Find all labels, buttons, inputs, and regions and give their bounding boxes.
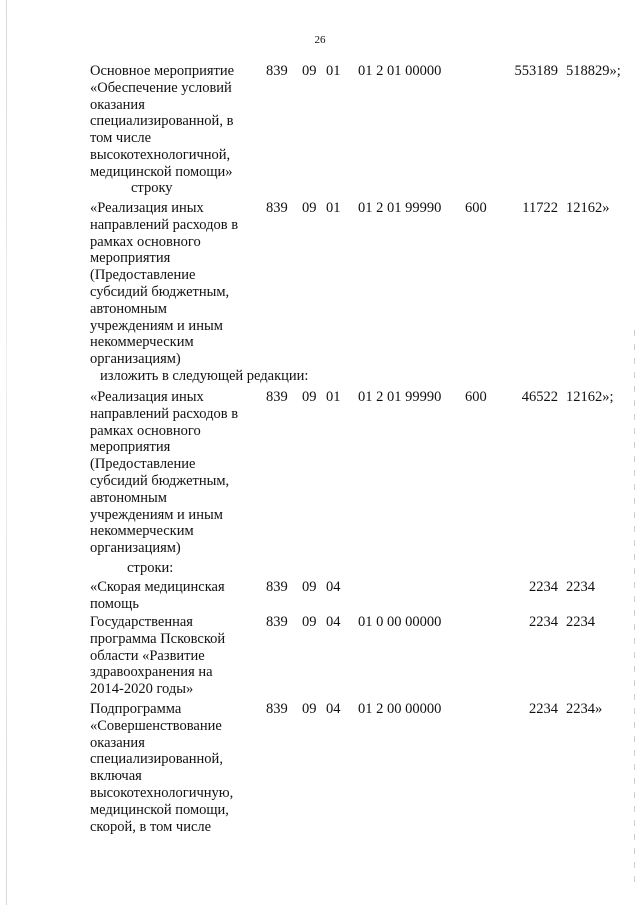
row-description xyxy=(90,63,248,181)
description-line: (Предоставление xyxy=(90,456,196,473)
description-line: включая xyxy=(90,768,142,785)
amount-year-2: 2234 xyxy=(566,614,595,630)
description-line: учреждениям и иным xyxy=(90,506,223,523)
description-line: «Обеспечение условий xyxy=(90,79,232,96)
description-line: «Скорая медицинская xyxy=(90,579,225,595)
amount-year-2: 12162» xyxy=(566,200,610,216)
description-line: направлений расходов в xyxy=(90,405,239,422)
amount-year-1: 2234 xyxy=(529,579,558,595)
section-code: 09 xyxy=(302,389,317,405)
amount-year-2: 518829»; xyxy=(566,63,621,79)
description-line: автономным xyxy=(90,300,167,317)
grbs-code: 839 xyxy=(266,63,288,79)
subsection-code: 04 xyxy=(326,579,341,595)
amount-year-2: 2234 xyxy=(566,579,595,595)
amount-year-1: 11722 xyxy=(522,200,558,216)
description-line: высокотехнологичной, xyxy=(90,146,231,163)
row-description xyxy=(90,614,248,698)
description-line: организациям) xyxy=(90,540,181,557)
section-code: 09 xyxy=(302,63,317,79)
amount-year-1: 2234 xyxy=(529,701,558,717)
description-line: субсидий бюджетным, xyxy=(90,472,230,489)
description-line: 2014-2020 годы» xyxy=(90,681,194,698)
description-line: области «Развитие xyxy=(90,647,205,664)
description-line: (Предоставление xyxy=(90,267,196,284)
row-description xyxy=(90,200,248,368)
instruction-note: строку xyxy=(131,180,173,196)
subsection-code: 04 xyxy=(326,701,341,717)
target-article-code: 01 2 01 99990 xyxy=(358,389,442,405)
description-line: специализированной, в xyxy=(90,113,234,130)
description-line: «Реализация иных xyxy=(90,200,204,216)
subsection-code: 01 xyxy=(326,63,341,79)
description-line: Подпрограмма xyxy=(90,701,182,717)
target-article-code: 01 2 01 00000 xyxy=(358,63,442,79)
amount-year-1: 553189 xyxy=(514,63,558,79)
description-line: «Совершенствование xyxy=(90,717,222,734)
description-line: медицинской помощи» xyxy=(90,163,233,180)
row-description xyxy=(90,389,248,557)
description-line: некоммерческим xyxy=(90,334,194,351)
description-line: том числе xyxy=(90,130,152,147)
description-line: субсидий бюджетным, xyxy=(90,283,230,300)
description-line: здравоохранения на xyxy=(90,664,213,681)
section-code: 09 xyxy=(302,200,317,216)
description-line: скорой, в том числе xyxy=(90,818,212,835)
description-line: рамках основного xyxy=(90,233,201,250)
instruction-note: изложить в следующей редакции: xyxy=(100,368,309,384)
grbs-code: 839 xyxy=(266,200,288,216)
description-line: оказания xyxy=(90,734,145,751)
grbs-code: 839 xyxy=(266,579,288,595)
subsection-code: 04 xyxy=(326,614,341,630)
subsection-code: 01 xyxy=(326,200,341,216)
amount-year-2: 12162»; xyxy=(566,389,614,405)
scan-edge xyxy=(6,0,7,905)
row-description xyxy=(90,579,248,613)
description-line: мероприятия xyxy=(90,250,171,267)
description-line: помощь xyxy=(90,595,139,612)
description-line: организациям) xyxy=(90,351,181,368)
target-article-code: 01 2 01 99990 xyxy=(358,200,442,216)
expense-type-code: 600 xyxy=(465,200,487,216)
expense-type-code: 600 xyxy=(465,389,487,405)
section-code: 09 xyxy=(302,579,317,595)
grbs-code: 839 xyxy=(266,614,288,630)
row-description xyxy=(90,701,248,835)
grbs-code: 839 xyxy=(266,389,288,405)
amount-year-2: 2234» xyxy=(566,701,603,717)
description-line: автономным xyxy=(90,489,167,506)
description-line: оказания xyxy=(90,96,145,113)
grbs-code: 839 xyxy=(266,701,288,717)
instruction-note: строки: xyxy=(127,560,174,576)
description-line: рамках основного xyxy=(90,422,201,439)
section-code: 09 xyxy=(302,614,317,630)
description-line: некоммерческим xyxy=(90,523,194,540)
section-code: 09 xyxy=(302,701,317,717)
amount-year-1: 46522 xyxy=(521,389,558,405)
description-line: программа Псковской xyxy=(90,630,226,647)
target-article-code: 01 0 00 00000 xyxy=(358,614,442,630)
description-line: специализированной, xyxy=(90,751,223,768)
description-line: направлений расходов в xyxy=(90,216,239,233)
subsection-code: 01 xyxy=(326,389,341,405)
description-line: медицинской помощи, xyxy=(90,801,229,818)
description-line: высокотехнологичную, xyxy=(90,784,234,801)
page-number: 26 xyxy=(314,34,326,46)
description-line: Государственная xyxy=(90,614,193,630)
scan-edge xyxy=(634,330,635,890)
description-line: мероприятия xyxy=(90,439,171,456)
amount-year-1: 2234 xyxy=(529,614,558,630)
description-line: Основное мероприятие xyxy=(90,63,235,79)
description-line: учреждениям и иным xyxy=(90,317,223,334)
target-article-code: 01 2 00 00000 xyxy=(358,701,442,717)
description-line: «Реализация иных xyxy=(90,389,204,405)
